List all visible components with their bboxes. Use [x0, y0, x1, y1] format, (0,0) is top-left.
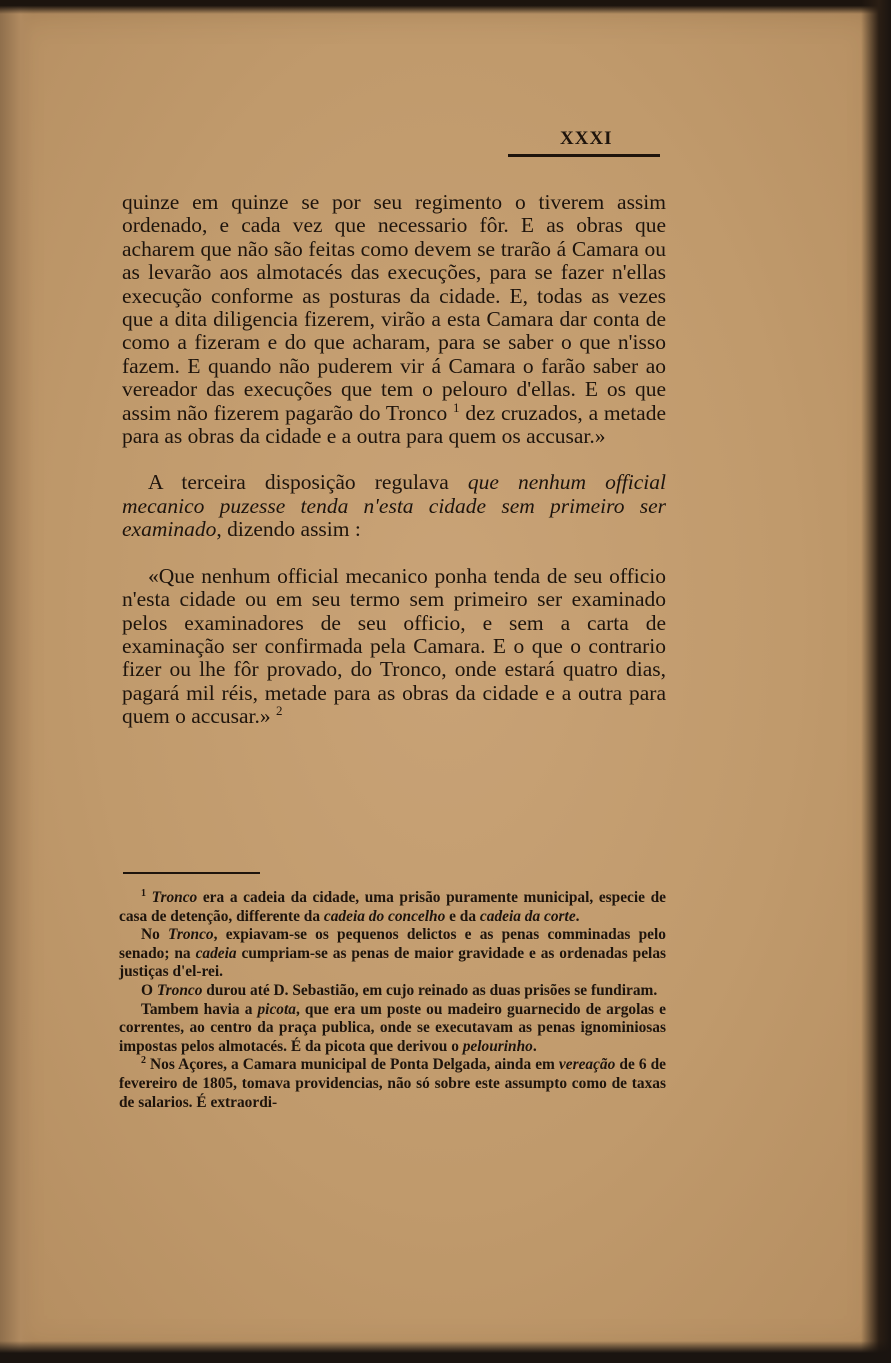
footnote-rule — [123, 872, 260, 874]
fn1p3-a: O — [141, 981, 157, 999]
fn1-italic-a: Tronco — [151, 889, 198, 906]
footnote-1-para-2 — [119, 926, 666, 982]
footnote-ref-1: 1 — [453, 399, 460, 415]
main-text — [122, 191, 666, 729]
header-rule — [508, 154, 660, 157]
footnote-2 — [119, 1056, 666, 1112]
fn2-a: Nos Açores, a Camara municipal de Ponta Delgada, ainda em — [146, 1056, 559, 1074]
fn1p2-a: No — [141, 926, 169, 944]
fn1-italic-c: cadeia da corte — [479, 907, 576, 925]
fn1p3-b: durou até D. Sebastião, em cujo reinado as duas prisões se fundiram. — [202, 981, 658, 999]
footnote-ref-2: 2 — [276, 702, 283, 718]
paragraph-1-text: quinze em quinze se por seu regimento o tiverem assim ordenado, e cada vez que necessario fôr. E as obras que acharem que não são feitas como devem se trarão á Camara ou as levarão aos almotacés das execuções, para se fazer n'ellas execução conforme as posturas da cidade. E, todas as vezes que a dita diligencia fizerem, virão a esta Camara dar conta de como a fizeram e do que acharam, para se saber o que n'isso fazem. E quando não puderem vir á Camara o farão saber ao vereador das execuções que tem o pelouro d'ellas. E os que assim não fizerem pagarão do Tronco — [122, 190, 666, 425]
paragraph-3-text: «Que nenhum official mecanico ponha tenda de seu officio n'esta cidade ou em seu termo sem primeiro ser examinado pelos examinadores de seu officio, e sem a carta de examinação ser confirmada pela Camara. E o que o contrario fizer ou lhe fôr provado, do Tronco, onde estará quatro dias, pagará mil réis, metade para as obras da cidade e a outra para quem o accusar.» — [122, 563, 666, 729]
page-bottom-edge — [0, 1341, 891, 1363]
fn1p2-b: , expiavam-se os pequenos delictos e as penas comminadas pelo senado; na — [119, 926, 666, 962]
fn2-b: de 6 de fevereiro de 1805, tomava providencias, não só sobre este assumpto como de taxas de salarios. É extraordi- — [119, 1056, 666, 1111]
fn1-text-b: e da — [445, 907, 480, 925]
fn1p2-c: cumpriam-se as penas de maior gravidade e as ordenadas pelas justiças d'el-rei. — [119, 944, 666, 981]
fn1p3-italic: Tronco — [156, 981, 203, 999]
fn1-italic-b: cadeia do concelho — [323, 907, 446, 925]
footnote-1-marker: 1 — [141, 887, 146, 899]
paragraph-1-end: dez cruzados, a metade para as obras da cidade e a outra para quem os accusar.» — [122, 400, 666, 449]
fn1p4-c: . — [532, 1037, 537, 1055]
page-left-edge — [0, 0, 34, 1363]
fn1-text-a: era a cadeia da cidade, uma prisão puramente municipal, especie de casa de detenção, differente da — [119, 889, 666, 925]
fn1p2-italic-2: cadeia — [195, 944, 237, 962]
footnotes — [119, 889, 666, 1112]
footnote-1 — [119, 889, 666, 926]
fn1-text-c: . — [575, 907, 580, 925]
page-top-edge — [0, 0, 891, 14]
fn1p4-italic-1: picota — [257, 1000, 296, 1018]
paragraph-2-start: A terceira disposição regulava — [148, 470, 468, 495]
footnote-2-marker: 2 — [141, 1055, 146, 1067]
paragraph-1 — [122, 191, 666, 448]
fn1p4-b: , que era um poste ou madeiro guarnecido de argolas e correntes, ao centro da praça publica, onde se executavam as penas ignominiosas impostas pelos almotacés. É da picota que derivou o — [119, 1000, 666, 1055]
paragraph-2-end: , dizendo assim : — [216, 517, 361, 542]
paragraph-2-italic: que nenhum official mecanico puzesse tenda n'esta cidade sem primeiro ser examinado — [122, 470, 666, 542]
paragraph-2 — [122, 471, 666, 541]
page-number: XXXI — [560, 128, 613, 149]
fn1p2-italic-1: Tronco — [168, 926, 214, 944]
footnote-1-para-4 — [119, 1001, 666, 1057]
footnote-1-para-3 — [119, 982, 666, 1001]
fn1p4-a: Tambem havia a — [141, 1000, 258, 1018]
fn2-italic: vereação — [558, 1056, 616, 1074]
fn1p4-italic-2: pelourinho — [462, 1037, 533, 1055]
paragraph-3 — [122, 565, 666, 729]
page-right-edge — [861, 0, 891, 1363]
